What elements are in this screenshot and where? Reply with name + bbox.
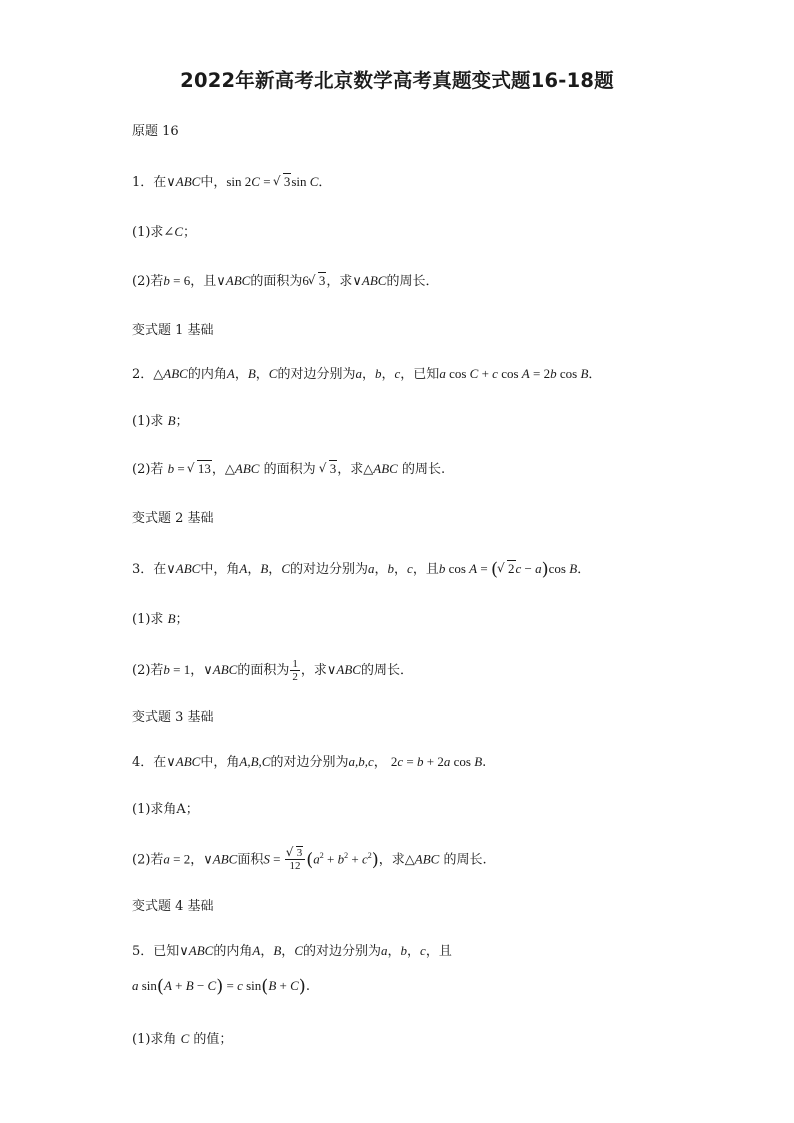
text-run: ， — [373, 755, 391, 770]
math-symbol: c — [515, 561, 522, 576]
text-run: ， — [407, 944, 421, 959]
text-run: 1．在 — [132, 175, 167, 190]
problem-5-condition — [132, 976, 310, 997]
text-run: (2)若 — [132, 663, 164, 678]
math-fraction — [285, 847, 306, 872]
problem-5 — [132, 941, 452, 962]
sqrt-radicand: 3 — [296, 847, 303, 860]
math-symbol: B — [580, 366, 589, 381]
math-symbol: A — [521, 366, 530, 381]
text-run: ， — [247, 562, 261, 577]
math-text: cos — [450, 754, 475, 769]
text-run: 的对边分别为 — [302, 944, 381, 959]
math-text: + — [323, 851, 338, 867]
text-run: ． — [318, 175, 332, 190]
text-run: 中， — [200, 175, 227, 190]
text-run: ． — [577, 562, 591, 577]
math-symbol: ∨ABC — [216, 273, 251, 288]
text-run: 的面积为 — [237, 663, 290, 678]
math-text: = — [259, 174, 274, 189]
problem-2-part-1 — [132, 411, 189, 432]
text-run: ， — [381, 367, 395, 382]
text-run: ，已知 — [400, 367, 440, 382]
math-symbol: b — [375, 366, 382, 381]
math-paren: ) — [216, 976, 224, 997]
math-text: + — [276, 978, 291, 993]
math-symbol: ∨ABC — [166, 754, 201, 769]
math-symbol: c — [237, 978, 243, 993]
math-symbol: B — [268, 978, 277, 993]
math-exponent: 2 — [367, 851, 372, 860]
sqrt-radicand: 3 — [318, 273, 326, 288]
math-symbol: c — [492, 366, 498, 381]
text-run: (1)求 — [132, 612, 168, 627]
math-fraction — [290, 658, 300, 683]
problem-1 — [132, 172, 331, 193]
text-run: ， — [234, 367, 248, 382]
math-symbol: a — [163, 851, 170, 867]
math-symbol: a — [368, 561, 375, 576]
sqrt-radicand: 13 — [197, 461, 211, 476]
section-variant-3 — [132, 708, 214, 728]
math-text: + 2 — [423, 754, 444, 769]
text-run: 4．在 — [132, 755, 167, 770]
text-run: . — [305, 979, 310, 994]
text-run: 面积 — [237, 852, 264, 868]
math-symbol: S — [263, 851, 270, 867]
math-text: = — [477, 561, 491, 576]
math-text: cos — [548, 561, 570, 576]
fraction-numerator: 1 — [292, 658, 298, 670]
math-text: = 1 — [169, 662, 191, 677]
sqrt-radicand: 3 — [329, 461, 337, 476]
text-run: 的内角 — [213, 944, 253, 959]
math-paren: ( — [490, 559, 498, 580]
fraction-denominator: 12 — [289, 860, 301, 873]
math-symbol: b — [400, 943, 408, 958]
math-symbol: C — [268, 366, 278, 381]
problem-2-part-2 — [132, 459, 445, 480]
text-run: 变式题 3 基础 — [132, 710, 214, 725]
problem-3-part-2 — [132, 658, 413, 683]
math-symbol: b — [387, 561, 395, 576]
text-run: 的周长． — [360, 663, 413, 678]
math-symbol: C — [251, 174, 260, 189]
text-run: ， — [387, 944, 401, 959]
math-text: sin — [291, 174, 310, 189]
math-symbol: B — [185, 978, 194, 993]
math-symbol: B — [474, 754, 483, 769]
math-symbol: A — [252, 943, 261, 958]
text-run: ． — [588, 367, 602, 382]
text-run: ，求△ — [378, 852, 415, 868]
math-symbol: b — [337, 851, 345, 867]
math-exponent: 2 — [319, 851, 324, 860]
math-symbol: a — [355, 366, 362, 381]
math-symbol: A — [239, 561, 248, 576]
math-symbol: C — [294, 943, 303, 958]
text-run: 原题 16 — [132, 124, 179, 139]
math-text: − — [193, 978, 208, 993]
text-run: ， — [190, 852, 204, 868]
text-run: ， — [211, 462, 225, 477]
text-run: (2)若 — [132, 462, 168, 477]
text-run: ，且 — [412, 562, 439, 577]
math-text: + — [348, 851, 362, 867]
math-symbol: b — [417, 754, 424, 769]
section-variant-1 — [132, 321, 214, 341]
math-symbol: B — [569, 561, 578, 576]
math-symbol: ∨ABC — [203, 662, 238, 677]
sqrt-radicand: 3 — [283, 174, 291, 189]
math-text: cos — [445, 561, 470, 576]
math-sqrt — [310, 271, 327, 291]
math-symbol: △ABC — [224, 461, 260, 476]
math-sqrt — [189, 459, 212, 479]
text-run: ； — [175, 414, 189, 429]
text-run: 5．已知 — [132, 944, 180, 959]
math-symbol: A — [469, 561, 478, 576]
math-symbol: a — [535, 561, 542, 576]
math-symbol: a — [381, 943, 388, 958]
math-text: = — [269, 851, 284, 867]
math-text: = 2 — [529, 366, 551, 381]
page-title: 2022年新高考北京数学高考真题变式题16-18题 — [180, 69, 614, 92]
math-symbol: △ABC — [363, 461, 398, 476]
problem-4 — [132, 752, 486, 773]
math-symbol: C — [174, 224, 183, 239]
math-symbol: b — [550, 366, 557, 381]
sqrt-radicand: 2 — [508, 561, 515, 576]
text-run: (1)求 — [132, 414, 168, 429]
text-run: 的周长. — [397, 462, 446, 477]
text-run: ， — [361, 367, 375, 382]
math-paren: ( — [306, 849, 314, 871]
math-symbol: C — [290, 978, 299, 993]
text-run: ， — [374, 562, 388, 577]
math-text: = — [403, 754, 417, 769]
math-symbol: b — [163, 662, 170, 677]
text-run: . — [482, 755, 487, 770]
math-symbol: ABC — [414, 851, 440, 867]
math-text: sin 2 — [226, 174, 252, 189]
math-symbol: b — [167, 461, 175, 476]
text-run: (1)求∠ — [132, 225, 175, 240]
problem-1-part-2 — [132, 271, 438, 292]
math-text: cos — [445, 366, 470, 381]
text-run: 的面积为 — [259, 462, 320, 477]
problem-1-part-1 — [132, 222, 196, 243]
math-symbol: a — [439, 366, 446, 381]
math-symbol: ∨ABC — [166, 561, 201, 576]
math-symbol: a — [443, 754, 451, 769]
problem-3-part-1 — [132, 609, 189, 630]
fraction-denominator: 2 — [292, 671, 298, 683]
math-symbol: B — [247, 366, 256, 381]
math-symbol: B — [167, 611, 176, 626]
math-symbol: C — [180, 1031, 190, 1046]
text-run: 的对边分别为 — [270, 755, 349, 770]
math-symbol: A,B,C — [239, 754, 271, 769]
text-run: 3．在 — [132, 562, 167, 577]
problem-5-part-1 — [132, 1029, 232, 1050]
text-run: ； — [175, 612, 189, 627]
text-run: 中，角 — [200, 755, 240, 770]
math-symbol: C — [469, 366, 479, 381]
text-run: ，求 — [337, 462, 364, 477]
math-sqrt — [321, 459, 338, 479]
math-symbol: C — [281, 561, 290, 576]
text-run: ， — [268, 562, 282, 577]
text-run: ，求 — [300, 663, 327, 678]
math-symbol: c — [394, 366, 401, 381]
section-variant-4 — [132, 897, 214, 917]
text-run: (2)若 — [132, 852, 164, 868]
section-variant-2 — [132, 509, 214, 529]
math-symbol: c — [407, 561, 413, 576]
text-run: ， — [190, 663, 204, 678]
math-symbol: ∨ABC — [203, 851, 238, 867]
math-text: − — [521, 561, 536, 576]
math-paren: ) — [541, 559, 549, 580]
math-sqrt — [275, 172, 292, 192]
text-run: ； — [182, 225, 196, 240]
math-paren: ( — [261, 976, 269, 997]
text-run: (1)求角 — [132, 1032, 181, 1047]
math-text: + — [478, 366, 493, 381]
math-text: = — [174, 461, 188, 476]
text-run: ，且 — [425, 944, 452, 959]
math-symbol: B — [167, 413, 176, 428]
text-run: (2)若 — [132, 274, 164, 289]
text-run: 的对边分别为 — [289, 562, 368, 577]
text-run: 的周长. — [439, 852, 487, 868]
text-run: ， — [260, 944, 274, 959]
problem-4-part-1 — [132, 800, 199, 820]
problem-2 — [132, 364, 601, 385]
text-run: 中，角 — [200, 562, 240, 577]
text-run: ，且 — [190, 274, 217, 289]
math-symbol: c — [361, 851, 368, 867]
math-symbol: a,b,c — [348, 754, 374, 769]
math-symbol: B — [260, 561, 269, 576]
math-text: + — [171, 978, 186, 993]
fraction-numerator — [285, 847, 306, 860]
text-run: 2． — [132, 367, 154, 382]
math-text: = — [223, 978, 238, 993]
text-run: 的周长． — [386, 274, 439, 289]
math-symbol: ∨ABC — [352, 273, 387, 288]
math-sqrt — [499, 559, 516, 579]
math-paren: ) — [298, 976, 306, 997]
text-run: 的值； — [189, 1032, 233, 1047]
math-symbol: a — [132, 978, 139, 993]
text-run: 变式题 2 基础 — [132, 511, 214, 526]
problem-4-part-2 — [132, 846, 487, 872]
problem-3 — [132, 559, 590, 580]
math-symbol: ∨ABC — [166, 174, 201, 189]
math-symbol: B — [273, 943, 282, 958]
math-text: 2 — [390, 754, 398, 769]
math-symbol: ∨ABC — [179, 943, 214, 958]
math-paren: ) — [371, 849, 379, 871]
math-symbol: △ABC — [153, 366, 188, 381]
text-run: 变式题 4 基础 — [132, 899, 214, 914]
section-original-16 — [132, 122, 179, 142]
math-symbol: A — [163, 978, 172, 993]
math-symbol: C — [207, 978, 217, 993]
text-run: ， — [394, 562, 408, 577]
text-run: ， — [255, 367, 269, 382]
math-sqrt — [288, 847, 304, 859]
math-text: cos — [556, 366, 581, 381]
math-text: = 2 — [169, 851, 191, 867]
math-symbol: c — [397, 754, 404, 769]
math-text: = 6 — [169, 273, 191, 288]
math-symbol: b — [163, 273, 170, 288]
math-symbol: c — [420, 943, 426, 958]
math-text: sin — [138, 978, 157, 993]
text-run: ， — [281, 944, 295, 959]
math-text: cos — [497, 366, 522, 381]
text-run: (1)求角A； — [132, 802, 199, 817]
math-symbol: a — [313, 851, 320, 867]
text-run: 的内角 — [187, 367, 227, 382]
math-symbol: C — [309, 174, 319, 189]
math-paren: ( — [156, 976, 164, 997]
math-text: sin — [242, 978, 262, 993]
math-symbol: b — [438, 561, 446, 576]
text-run: 的面积为 — [250, 274, 303, 289]
math-exponent: 2 — [344, 851, 349, 860]
math-text: 6 — [302, 273, 309, 288]
math-symbol: A — [226, 366, 235, 381]
math-symbol: ∨ABC — [326, 662, 361, 677]
text-run: 变式题 1 基础 — [132, 323, 214, 338]
text-run: 的对边分别为 — [277, 367, 356, 382]
text-run: ，求 — [326, 274, 353, 289]
